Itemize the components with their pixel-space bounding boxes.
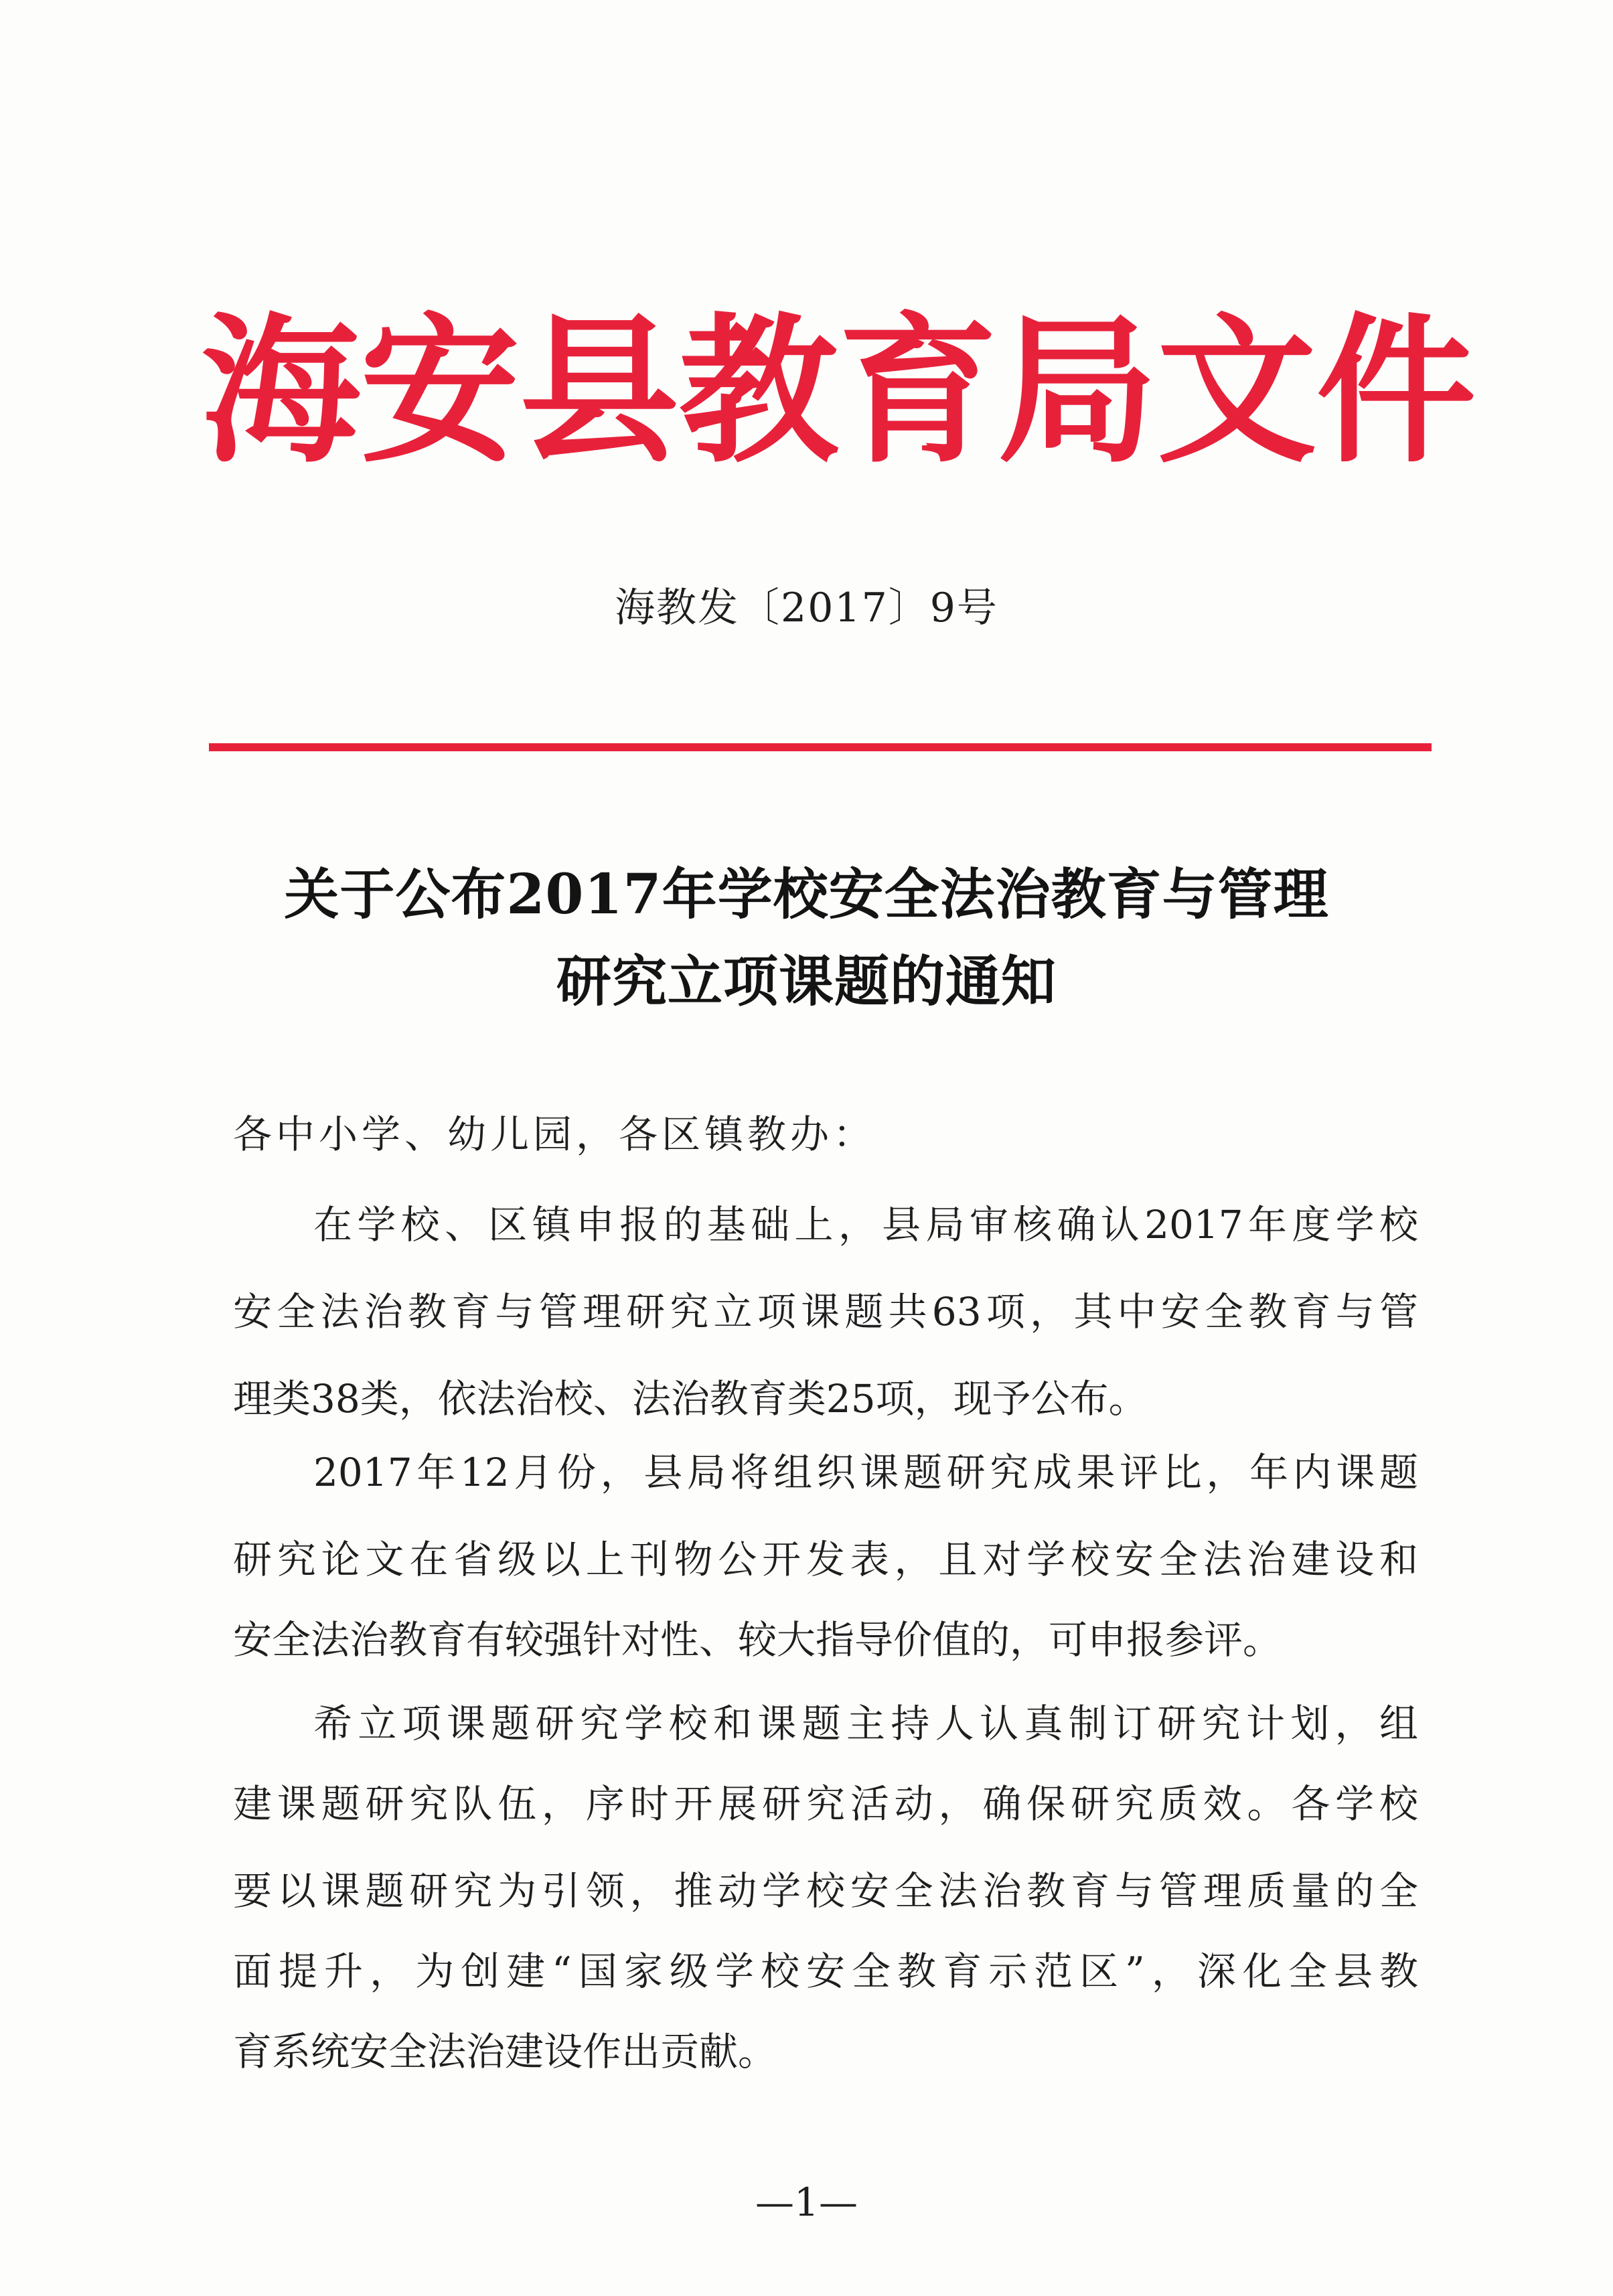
letterhead-title [201,281,1476,502]
letterhead-char: 局 [998,298,1157,485]
paragraph-3-line: 面提升，为创建“国家级学校安全教育示范区”，深化全县教 [233,1948,1418,1994]
letterhead-char: 教 [679,298,838,485]
document-title-line-1: 关于公布2017年学校安全法治教育与管理 [284,862,1329,927]
paragraph-3-line: 要以课题研究为引领，推动学校安全法治教育与管理质量的全 [233,1868,1418,1914]
red-divider [209,743,1432,751]
letterhead-char: 文 [1157,298,1316,485]
paragraph-1-line: 理类38类，依法治校、法治教育类25项，现予公布。 [233,1376,1148,1422]
paragraph-3-line: 育系统安全法治建设作出贡献。 [233,2029,777,2074]
letterhead-char: 海 [201,298,360,485]
document-number: 海教发〔2017〕9号 [615,585,998,631]
page-number: —1— [755,2179,858,2225]
salutation: 各中小学、幼儿园，各区镇教办： [233,1112,876,1157]
paragraph-1-line: 安全法治教育与管理研究立项课题共63项，其中安全教育与管 [233,1289,1418,1334]
paragraph-1-line: 在学校、区镇申报的基础上，县局审核确认2017年度学校 [313,1202,1418,1247]
letterhead-char: 县 [520,298,679,485]
paragraph-2-line: 研究论文在省级以上刊物公开发表，且对学校安全法治建设和 [233,1537,1418,1582]
letterhead-char: 安 [360,298,520,485]
paragraph-3-line: 建课题研究队伍，序时开展研究活动，确保研究质效。各学校 [233,1781,1418,1827]
paragraph-2-line: 安全法治教育有较强针对性、较大指导价值的，可申报参评。 [233,1617,1282,1663]
paragraph-3-line: 希立项课题研究学校和课题主持人认真制订研究计划，组 [313,1701,1418,1746]
letterhead-char: 件 [1316,298,1476,485]
letterhead-char: 育 [838,298,998,485]
paragraph-2-line: 2017年12月份，县局将组织课题研究成果评比，年内课题 [313,1450,1418,1495]
document-title-line-2: 研究立项课题的通知 [556,949,1057,1014]
